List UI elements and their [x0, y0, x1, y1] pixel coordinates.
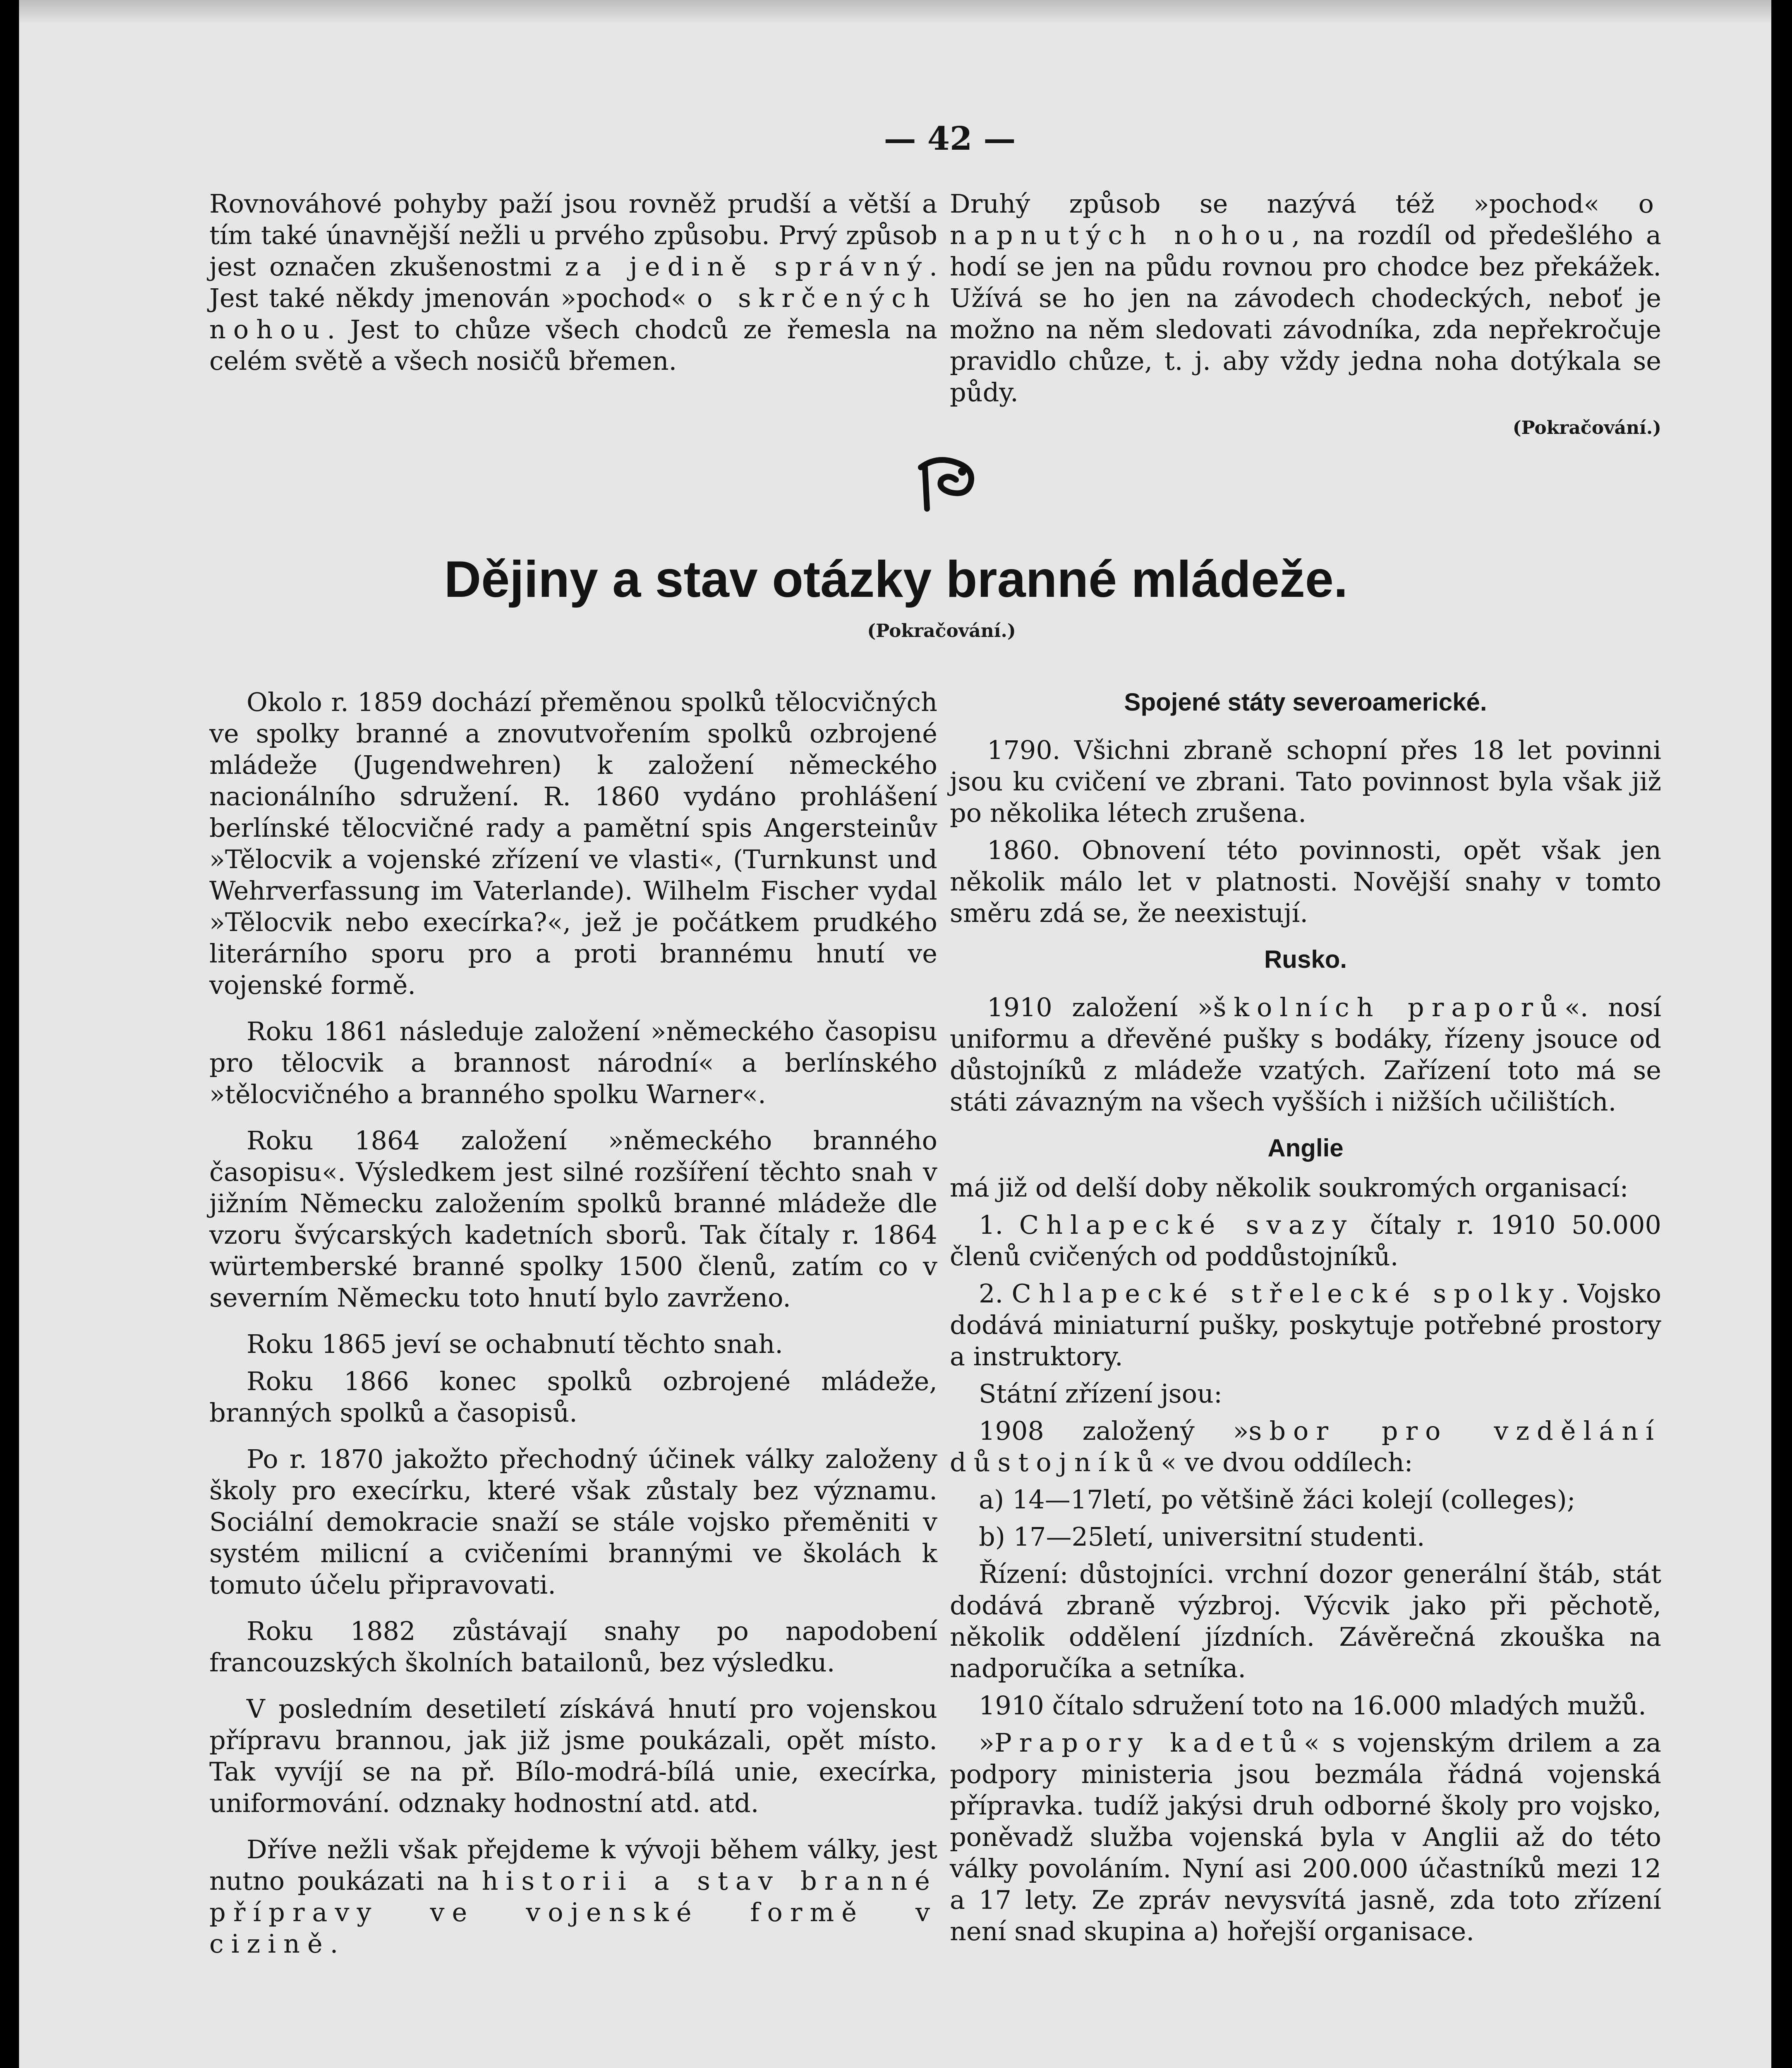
right-column	[950, 687, 1661, 1962]
paragraph	[950, 1278, 1661, 1372]
paragraph: V posledním desetiletí získává hnutí pro vojenskou přípravu brannou, jak již jsme poukázali, opět místo. Tak vyvíjí se na př. Bílo-modrá-bílá unie, execírka, uniformování. odznaky hodnostní atd. atd.	[209, 1694, 937, 1818]
paragraph: Okolo r. 1859 dochází přeměnou spolků tělocvičných ve spolky branné a znovutvořením spolků ozbrojené mládeže (Jugendwehren) k založení německého nacionálního sdružení. R. 1860 vydáno prohlášení berlínské tělocvičné rady a pamětní spis Angersteinův »Tělocvik a vojenské zřízení ve vlasti«, (Turnkunst und Wehrverfassung im Vaterlande). Wilhelm Fischer vydal »Tělocvik nebo execírka?«, jež je počátkem prudkého literárního sporu pro a proti brannému hnutí ve vojenské formě.	[209, 687, 937, 1000]
paragraph: Po r. 1870 jakožto přechodný účinek války založeny školy pro execírku, které však zůstaly bez významu. Sociální demokracie snaží se stále vojsko přeměniti v systém milicní a cvičeními brannými ve školách k tomuto účelu připravovati.	[209, 1444, 937, 1600]
paragraph: Roku 1866 konec spolků ozbrojené mládeže, branných spolků a časopisů.	[209, 1366, 937, 1428]
spaced-emphasis: Chlapecké střelecké spolky	[1011, 1278, 1561, 1309]
paragraph	[950, 1209, 1661, 1272]
text-run: « s vojenským drilem a za podpory ministeria jsou bezmála řádná vojenská přípravka. tudíž jakýsi druh odborné školy pro vojsko, poněvadž služba vojenská byla v Anglii až do této války povoláním. Nyní asi 200.000 účastníků mezi 12 a 17 lety. Ze zpráv nevysvítá jasně, zda toto zřízení není snad skupina a) hořejší organisace.	[950, 1728, 1661, 1946]
spaced-emphasis: školních praporů	[1213, 992, 1564, 1022]
decorative-ornament-icon	[908, 451, 991, 513]
text-run: Druhý způsob se nazývá též »pochod«	[950, 189, 1600, 219]
spaced-emphasis: o skrčených nohou	[209, 283, 937, 345]
scan-shadow-top	[19, 0, 1771, 25]
left-column	[209, 687, 937, 1975]
paragraph: Státní zřízení jsou:	[979, 1379, 1222, 1409]
text-run: Dříve nežli však přejdeme k vývoji během války, jest nutno poukázati na	[209, 1834, 937, 1896]
text-run: . Jest také někdy jmenován »pochod«	[209, 251, 937, 313]
text-run: .	[330, 1929, 338, 1959]
spaced-emphasis: za jedině správný	[565, 251, 930, 282]
spaced-emphasis: o napnutých nohou	[950, 189, 1661, 250]
top-left-paragraph	[209, 188, 937, 377]
paragraph	[950, 1727, 1661, 1947]
section-heading-england: Anglie	[1267, 1134, 1344, 1162]
paragraph: má již od delší doby několik soukromých organisací:	[950, 1173, 1629, 1203]
section-heading-usa: Spojené státy severoamerické.	[1124, 688, 1487, 716]
text-run: 1910 založení »	[987, 992, 1213, 1022]
document-page	[19, 0, 1771, 2068]
text-run: , na rozdíl od předešlého a hodí se jen na půdu rovnou pro chodce bez překážek. Užívá se ho jen na závodech chodeckých, neboť je možno na něm sledovati závodníka, zda nepřekročuje pravidlo chůze, t. j. aby vždy jedna noha dotýkala se půdy.	[950, 220, 1662, 407]
article-continued: (Pokračování.)	[867, 620, 1016, 641]
list-item: b) 17—25letí, universitní studenti.	[979, 1522, 1425, 1552]
paragraph: Roku 1861 následuje založení »německého časopisu pro tělocvik a brannost národní« a berlínského »tělocvičného a branného spolku Warner«.	[209, 1016, 937, 1109]
paragraph: Roku 1864 založení »německého branného časopisu«. Výsledkem jest silné rozšíření těchto snah v jižním Německu založením spolků branné mládeže dle vzoru švýcarských kadetních sborů. Tak čítaly r. 1864 würtemberské branné spolky 1500 členů, zatím co v severním Německu toto hnutí bylo zavrženo.	[209, 1125, 937, 1313]
spaced-emphasis: Prapory kadetů	[994, 1728, 1304, 1758]
text-run: 1.	[979, 1210, 1004, 1240]
list-item: a) 14—17letí, po většině žáci kolejí (colleges);	[979, 1484, 1576, 1515]
paragraph	[209, 1834, 937, 1960]
text-run: Rovnováhové pohyby paží jsou rovněž prudší a větší a tím také únavnější nežli u prvého způsobu. Prvý způsob jest označen zkušenostmi	[209, 189, 937, 282]
section-heading-russia: Rusko.	[1264, 945, 1347, 973]
top-left-column	[209, 188, 937, 392]
paragraph: 1790. Všichni zbraně schopní přes 18 let povinni jsou ku cvičení ve zbrani. Tato povinnost byla však již po několika létech zrušena.	[950, 735, 1661, 828]
continued-note: (Pokračování.)	[1512, 417, 1661, 438]
text-run: . Jest to chůze všech chodců ze řemesla na celém světě a všech nosičů břemen.	[209, 314, 937, 376]
spaced-emphasis: sbor pro vzdělání důstojníků	[950, 1416, 1661, 1477]
text-run: 2.	[979, 1278, 1004, 1309]
text-run: »	[979, 1728, 994, 1758]
text-run: . Vojsko dodává miniaturní pušky, poskytuje potřebné prostory a instruktory.	[950, 1278, 1661, 1371]
text-run: « ve dvou oddílech:	[1161, 1447, 1413, 1477]
text-run: «. nosí uniformu a dřevěné pušky s bodáky, řízeny jsouce od důstojníků z mládeže vzatých. Zařízení toto má se státi závazným na všech vyšších i nižších učilištích.	[950, 992, 1661, 1117]
spaced-emphasis: Chlapecké svazy	[1019, 1210, 1354, 1240]
spaced-emphasis: historii a stav branné přípravy ve vojenské formě v cizině	[209, 1866, 937, 1959]
text-run: čítaly r. 1910 50.000 členů cvičených od poddůstojníků.	[950, 1210, 1661, 1271]
paragraph: Řízení: důstojníci. vrchní dozor generální štáb, stát dodává zbraně výzbroj. Výcvik jako při pěchotě, několik oddělení jízdních. Závěrečná zkouška na nadporučíka a setníka.	[950, 1559, 1661, 1683]
top-right-paragraph	[950, 188, 1661, 408]
paragraph	[950, 1415, 1661, 1478]
paragraph: Roku 1865 jeví se ochabnutí těchto snah.	[247, 1329, 783, 1359]
paragraph: 1910 čítalo sdružení toto na 16.000 mladých mužů.	[979, 1690, 1646, 1721]
paragraph	[950, 992, 1661, 1118]
paragraph: 1860. Obnovení této povinnosti, opět však jen několik málo let v platnosti. Novější snahy v tomto směru zdá se, že neexistují.	[950, 835, 1661, 928]
paragraph: Roku 1882 zůstávají snahy po napodobení francouzských školních batailonů, bez výsledku.	[209, 1616, 937, 1678]
top-right-column	[950, 188, 1661, 444]
page-number: — 42 —	[884, 120, 1016, 158]
text-run: 1908 založený »	[979, 1416, 1249, 1446]
article-title: Dějiny a stav otázky branné mládeže.	[444, 551, 1348, 608]
